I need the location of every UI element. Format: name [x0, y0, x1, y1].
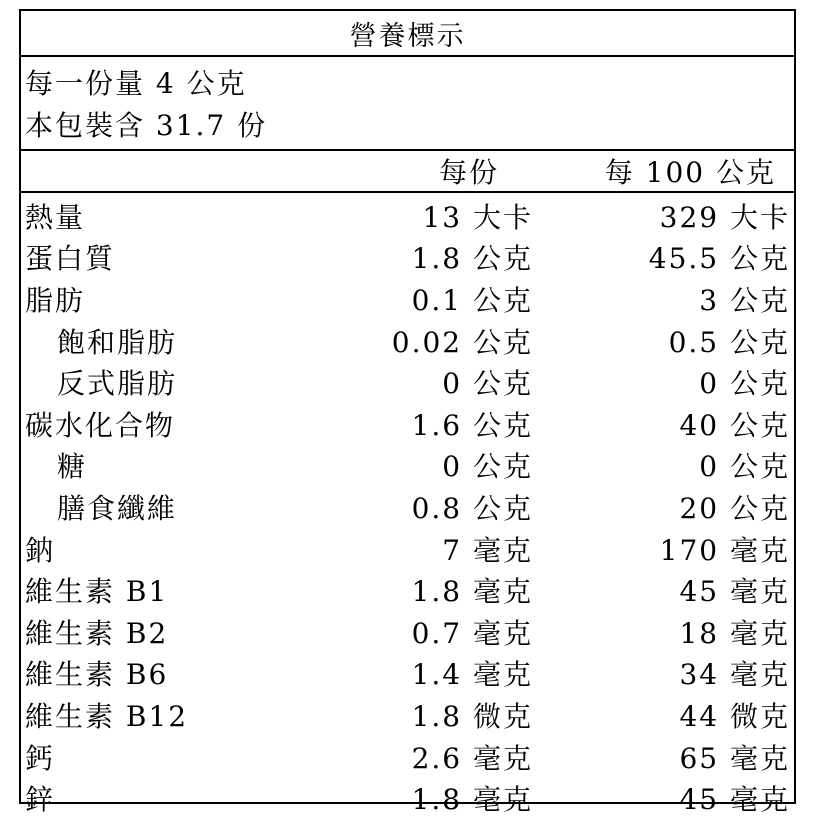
value-per-serving: 7 毫克 [442, 533, 533, 567]
value-per-100g: 44 微克 [679, 699, 790, 733]
nutrient-name [21, 362, 281, 402]
nutrient-name [21, 404, 281, 444]
value-per-serving: 2.6 毫克 [411, 741, 533, 775]
value-per-serving: 1.6 公克 [411, 408, 533, 442]
nutrient-name-text: 蛋白質 [25, 242, 116, 276]
nutrient-name [21, 237, 281, 277]
value-per-serving: 0 公克 [442, 450, 533, 484]
value-per-100g: 65 毫克 [679, 741, 790, 775]
value-per-100g: 0 公克 [699, 450, 790, 484]
value-per-serving: 0.1 公克 [411, 283, 533, 317]
nutrient-rows [21, 193, 794, 819]
table-row [21, 736, 794, 778]
nutrient-name [21, 612, 281, 652]
serving-size: 每一份量 4 公克 [25, 67, 247, 100]
nutrient-name-text: 維生素 B2 [25, 616, 169, 650]
value-per-serving: 1.4 毫克 [411, 658, 533, 692]
nutrient-name [21, 487, 281, 527]
nutrient-name-text: 脂肪 [25, 283, 86, 317]
value-per-serving: 1.8 毫克 [411, 783, 533, 817]
nutrient-name [21, 695, 281, 735]
serving-info [21, 57, 794, 151]
nutrient-name [21, 570, 281, 610]
nutrient-name [21, 445, 281, 485]
nutrient-name [21, 196, 281, 236]
value-per-serving: 0 公克 [442, 367, 533, 401]
table-row [21, 361, 794, 403]
value-per-serving: 0.8 公克 [411, 491, 533, 525]
value-per-serving: 1.8 微克 [411, 699, 533, 733]
column-header-per-100g: 每 100 公克 [604, 156, 776, 189]
table-row [21, 528, 794, 570]
nutrient-name [21, 529, 281, 569]
nutrient-name-text: 糖 [57, 450, 88, 484]
label-title: 營養標示 [21, 11, 794, 57]
nutrient-name [21, 321, 281, 361]
value-per-100g: 170 毫克 [659, 533, 790, 567]
value-per-100g: 20 公克 [679, 491, 790, 525]
table-row [21, 611, 794, 653]
column-header-row [21, 151, 794, 193]
nutrient-name-text: 膳食纖維 [57, 491, 178, 525]
value-per-serving: 1.8 毫克 [411, 575, 533, 609]
nutrient-name [21, 778, 281, 818]
table-row [21, 653, 794, 695]
nutrient-name-text: 鈣 [25, 741, 56, 775]
table-row [21, 320, 794, 362]
table-row [21, 445, 794, 487]
nutrient-name-text: 維生素 B6 [25, 658, 169, 692]
nutrient-name [21, 653, 281, 693]
value-per-serving: 0.7 毫克 [411, 616, 533, 650]
value-per-100g: 0.5 公克 [668, 325, 790, 359]
nutrient-name-text: 碳水化合物 [25, 408, 176, 442]
nutrient-name-text: 維生素 B12 [25, 699, 189, 733]
nutrient-name-text: 鋅 [25, 783, 56, 817]
value-per-100g: 18 毫克 [679, 616, 790, 650]
table-row [21, 569, 794, 611]
table-row [21, 403, 794, 445]
column-header-per-serving: 每份 [438, 156, 499, 189]
nutrient-name [21, 737, 281, 777]
value-per-serving: 1.8 公克 [411, 242, 533, 276]
value-per-100g: 329 大卡 [659, 200, 790, 234]
nutrient-name-text: 熱量 [25, 200, 86, 234]
value-per-100g: 45 毫克 [679, 783, 790, 817]
nutrition-label [19, 9, 796, 817]
nutrient-name [21, 279, 281, 319]
nutrient-name-text: 飽和脂肪 [57, 325, 178, 359]
value-per-100g: 3 公克 [699, 283, 790, 317]
nutrient-name-text: 反式脂肪 [57, 367, 178, 401]
value-per-serving: 13 大卡 [422, 200, 533, 234]
value-per-100g: 40 公克 [679, 408, 790, 442]
table-row [21, 278, 794, 320]
servings-per-package: 本包裝含 31.7 份 [25, 109, 268, 142]
table-row [21, 694, 794, 736]
nutrient-name-text: 鈉 [25, 533, 56, 567]
value-per-serving: 0.02 公克 [391, 325, 533, 359]
table-row [21, 486, 794, 528]
table-row [21, 237, 794, 279]
value-per-100g: 45 毫克 [679, 575, 790, 609]
value-per-100g: 45.5 公克 [648, 242, 790, 276]
value-per-100g: 0 公克 [699, 367, 790, 401]
table-row [21, 195, 794, 237]
value-per-100g: 34 毫克 [679, 658, 790, 692]
nutrient-name-text: 維生素 B1 [25, 575, 169, 609]
